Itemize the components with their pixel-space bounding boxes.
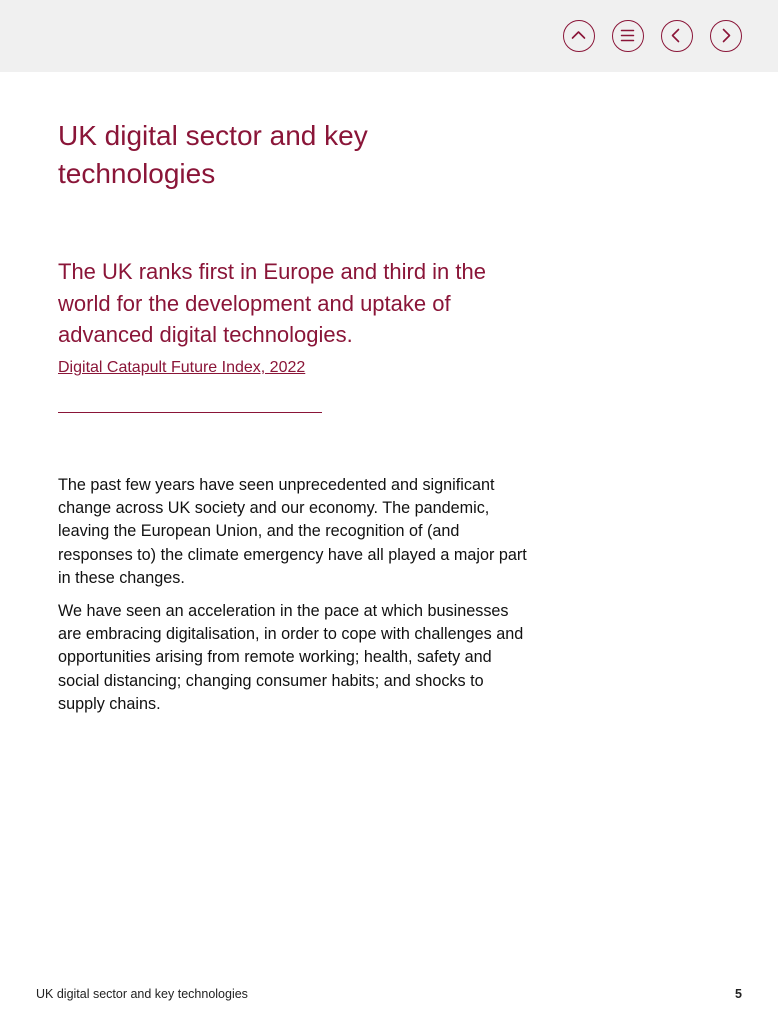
section-divider bbox=[58, 412, 322, 413]
body-paragraph: We have seen an acceleration in the pace at which businesses are embracing digitalisation, in order to cope with challenges and opportunities arising from remote working; health, safety and social distancing; changing consumer habits; and shocks to supply chains. bbox=[58, 602, 524, 713]
body-paragraph: The past few years have seen unprecedented and significant change across UK society and our economy. The pandemic, leaving the European Union, and the recognition of (and responses to) the climate emergency have all played a major part in these changes. bbox=[58, 476, 527, 587]
footer-section-label: UK digital sector and key technologies bbox=[36, 987, 248, 1001]
page-number: 5 bbox=[735, 987, 742, 1001]
menu-icon bbox=[613, 21, 642, 50]
page-title: UK digital sector and key technologies bbox=[58, 120, 368, 189]
top-navigation-bar bbox=[0, 0, 778, 72]
pull-quote: The UK ranks first in Europe and third in the world for the development and uptake of advanced digital technologies. bbox=[58, 259, 486, 347]
body-text bbox=[58, 474, 530, 726]
previous-page-button[interactable] bbox=[661, 20, 693, 52]
chevron-right-icon bbox=[711, 21, 740, 50]
chevron-up-icon bbox=[564, 21, 593, 50]
quote-source-link[interactable]: Digital Catapult Future Index, 2022 bbox=[58, 359, 306, 376]
back-to-top-button[interactable] bbox=[563, 20, 595, 52]
next-page-button[interactable] bbox=[710, 20, 742, 52]
chevron-left-icon bbox=[662, 21, 691, 50]
contents-menu-button[interactable] bbox=[612, 20, 644, 52]
